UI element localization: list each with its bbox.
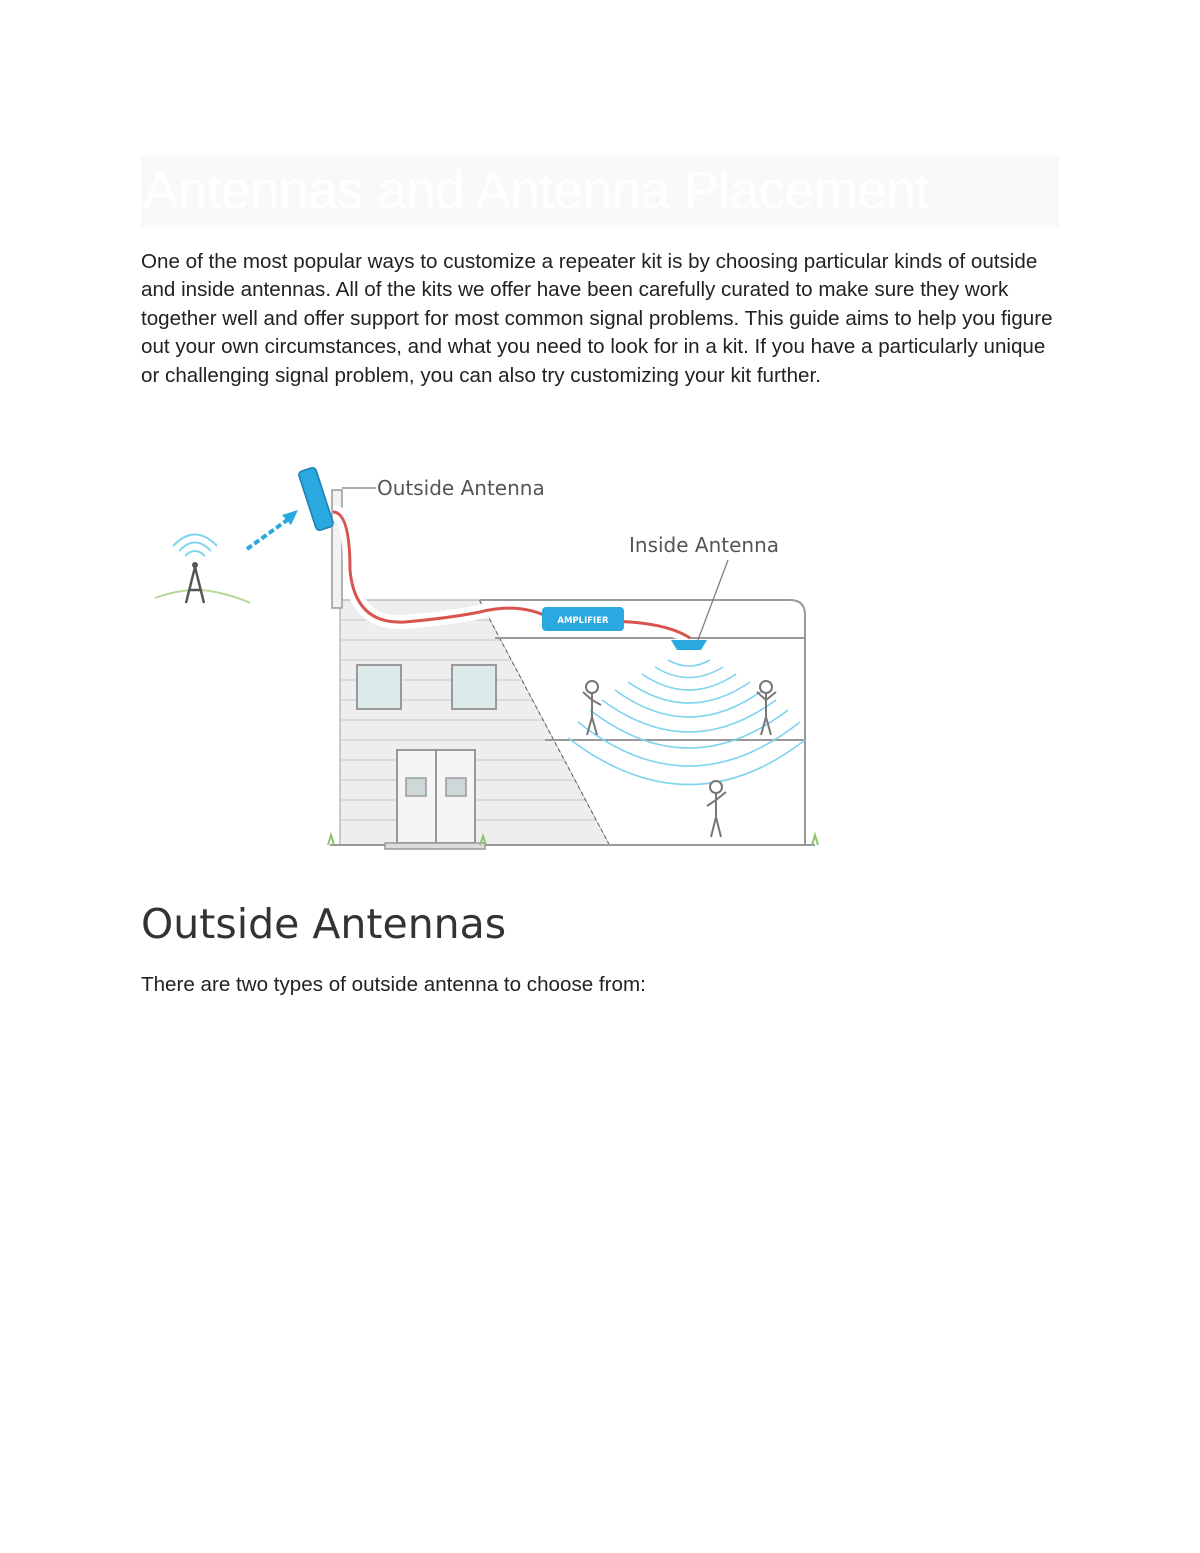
outside-antenna-label: Outside Antenna: [377, 476, 545, 500]
inside-antenna-label: Inside Antenna: [629, 533, 780, 557]
amplifier-icon: [542, 607, 624, 631]
outside-antenna-icon: [298, 467, 342, 608]
intro-paragraph: One of the most popular ways to customize a repeater kit is by choosing particular kinds of outside and inside antennas. All of the kits we offer have been carefully curated to make sure they work together well and offer support for most common signal problems. This guide aims to help you figure out your own circumstances, and what you need to look for in a kit. If you have a particularly unique or challenging signal problem, you can also try customizing your kit further.: [141, 250, 1053, 387]
building-illustration: [328, 600, 818, 849]
amplifier-label: AMPLIFIER: [557, 616, 609, 626]
antenna-placement-diagram: [150, 460, 830, 860]
page-title: Antennas and Antenna Placement: [143, 161, 930, 220]
section-title: Outside Antennas: [141, 900, 507, 948]
section-paragraph: There are two types of outside antenna to choose from:: [141, 973, 646, 996]
cell-tower-icon: [155, 535, 250, 604]
signal-arrow-icon: [247, 510, 298, 549]
inside-antenna-icon: [671, 640, 707, 650]
